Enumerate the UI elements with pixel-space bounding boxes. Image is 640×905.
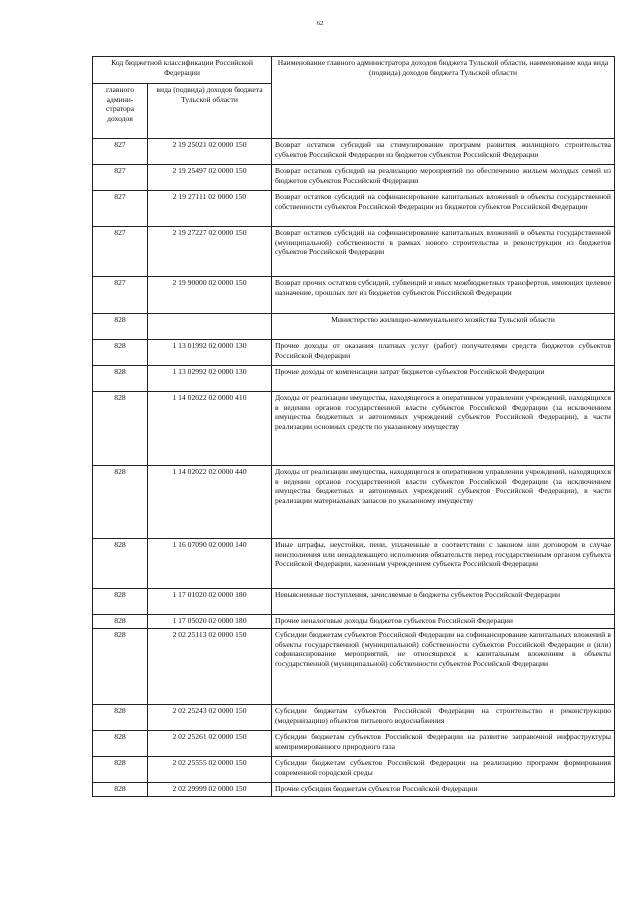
admin-code-cell: 827 xyxy=(93,191,148,227)
table-row xyxy=(93,783,615,797)
header-income-kind-code: вида (подвида) доходов бюджета Тульской области xyxy=(148,84,272,139)
income-code-cell: 1 14 02022 02 0000 440 xyxy=(148,466,272,539)
income-code-cell: 2 02 25243 02 0000 150 xyxy=(148,705,272,731)
table-row xyxy=(93,466,615,539)
income-name-cell: Возврат остатков субсидий на стимулирование программ развития жилищного строительства субъектов Российской Федерации из бюджетов субъектов Российской Федерации xyxy=(272,139,615,165)
page-number: 62 xyxy=(316,20,324,27)
table-row xyxy=(93,191,615,227)
table-header-row xyxy=(93,57,615,84)
income-code-cell: 1 17 05020 02 0000 180 xyxy=(148,615,272,629)
income-name-cell: Возврат остатков субсидий на софинансирование капитальных вложений в объекты государственной собственности субъектов Российской Федерации из бюджетов субъектов Российской Федерации xyxy=(272,191,615,227)
admin-code-cell: 828 xyxy=(93,392,148,466)
income-name-cell: Субсидии бюджетам субъектов Российской Федерации на развитие заправочной инфраструктуры компримированного природного газа xyxy=(272,731,615,757)
income-name-cell: Министерство жилищно-коммунального хозяйства Тульской области xyxy=(272,314,615,340)
income-code-cell: 2 19 90000 02 0000 150 xyxy=(148,277,272,314)
admin-code-cell: 828 xyxy=(93,539,148,589)
income-name-cell: Доходы от реализации имущества, находящегося в оперативном управлении учреждений, находящихся в ведении органов государственной власти субъектов Российской Федерации (за исключением имущества бюджетных и автономных учреждений субъектов Российской Федерации), в части реализации материальных запасов по указанному имуществу xyxy=(272,466,615,539)
header-classification-code: Код бюджетной классификации Российской Федерации xyxy=(93,57,272,84)
table-row xyxy=(93,757,615,783)
admin-code-cell: 827 xyxy=(93,165,148,191)
income-code-cell: 1 16 07090 02 0000 140 xyxy=(148,539,272,589)
income-name-cell: Субсидии бюджетам субъектов Российской Федерации на реализацию программ формирования современной городской среды xyxy=(272,757,615,783)
header-admin-code: главного админи-стратора доходов xyxy=(93,84,148,139)
budget-codes-table xyxy=(92,56,615,797)
admin-code-cell: 828 xyxy=(93,783,148,797)
income-code-cell: 2 02 25113 02 0000 150 xyxy=(148,629,272,705)
income-name-cell: Прочие доходы от оказания платных услуг (работ) получателями средств бюджетов субъектов Российской Федерации xyxy=(272,340,615,366)
table-body xyxy=(93,139,615,797)
admin-code-cell: 828 xyxy=(93,731,148,757)
admin-code-cell: 827 xyxy=(93,227,148,277)
admin-code-cell: 828 xyxy=(93,466,148,539)
table-row xyxy=(93,314,615,340)
admin-code-cell: 828 xyxy=(93,314,148,340)
income-name-cell: Возврат остатков субсидий на реализацию мероприятий по обеспечению жильем молодых семей из бюджетов субъектов Российской Федерации xyxy=(272,165,615,191)
income-name-cell: Субсидии бюджетам субъектов Российской Федерации на строительство и реконструкцию (модернизацию) объектов питьевого водоснабжения xyxy=(272,705,615,731)
income-name-cell: Возврат прочих остатков субсидий, субвенций и иных межбюджетных трансфертов, имеющих целевое назначение, прошлых лет из бюджетов субъектов Российской Федерации xyxy=(272,277,615,314)
table-row xyxy=(93,731,615,757)
income-code-cell: 2 19 27227 02 0000 150 xyxy=(148,227,272,277)
table-row xyxy=(93,392,615,466)
income-code-cell: 2 19 27111 02 0000 150 xyxy=(148,191,272,227)
table-row xyxy=(93,629,615,705)
header-name: Наименование главного администратора доходов бюджета Тульской области, наименование кода вида (подвида) доходов бюджета Тульской области xyxy=(272,57,615,139)
admin-code-cell: 828 xyxy=(93,757,148,783)
table-row xyxy=(93,539,615,589)
income-name-cell: Доходы от реализации имущества, находящегося в оперативном управлении учреждений, находящихся в ведении органов государственной власти субъектов Российской Федерации (за исключением имущества бюджетных и автономных учреждений субъектов Российской Федерации), в части реализации основных средств по указанному имуществу xyxy=(272,392,615,466)
admin-code-cell: 828 xyxy=(93,705,148,731)
income-code-cell: 2 02 25555 02 0000 150 xyxy=(148,757,272,783)
income-code-cell xyxy=(148,314,272,340)
table-row xyxy=(93,340,615,366)
income-name-cell: Прочие доходы от компенсации затрат бюджетов субъектов Российской Федерации xyxy=(272,366,615,392)
income-name-cell: Иные штрафы, неустойки, пени, уплаченные в соответствии с законом или договором в случае неисполнения или ненадлежащего исполнения обязательств перед государственным органом субъекта Российской Федерации, казенным учреждением субъекта Российской Федерации xyxy=(272,539,615,589)
table-row xyxy=(93,615,615,629)
income-code-cell: 2 02 29999 02 0000 150 xyxy=(148,783,272,797)
admin-code-cell: 828 xyxy=(93,629,148,705)
admin-code-cell: 828 xyxy=(93,615,148,629)
admin-code-cell: 828 xyxy=(93,366,148,392)
admin-code-cell: 828 xyxy=(93,589,148,615)
table-row xyxy=(93,139,615,165)
income-code-cell: 1 13 02992 02 0000 130 xyxy=(148,366,272,392)
admin-code-cell: 828 xyxy=(93,340,148,366)
table-row xyxy=(93,366,615,392)
table-row xyxy=(93,165,615,191)
income-name-cell: Прочие неналоговые доходы бюджетов субъектов Российской Федерации xyxy=(272,615,615,629)
table-row xyxy=(93,705,615,731)
income-name-cell: Возврат остатков субсидий на софинансирование капитальных вложений в объекты государственной (муниципальной) собственности в рамках нового строительства и реконструкции из бюджетов субъектов Российской Федерации xyxy=(272,227,615,277)
admin-code-cell: 827 xyxy=(93,139,148,165)
income-code-cell: 1 14 02022 02 0000 410 xyxy=(148,392,272,466)
income-code-cell: 1 13 01992 02 0000 130 xyxy=(148,340,272,366)
income-name-cell: Невыясненные поступления, зачисляемые в бюджеты субъектов Российской Федерации xyxy=(272,589,615,615)
income-name-cell: Субсидии бюджетам субъектов Российской Федерации на софинансирование капитальных вложений в объекты государственной (муниципальной) собственности субъектов Российской Федерации и (или) софинансирование мероприятий, не относящихся к капитальным вложениям в объекты государственной (муниципальной) собственности субъектов Российской Федерации xyxy=(272,629,615,705)
income-name-cell: Прочие субсидии бюджетам субъектов Российской Федерации xyxy=(272,783,615,797)
admin-code-cell: 827 xyxy=(93,277,148,314)
table-row xyxy=(93,227,615,277)
income-code-cell: 2 02 25261 02 0000 150 xyxy=(148,731,272,757)
table-row xyxy=(93,277,615,314)
income-code-cell: 2 19 25497 02 0000 150 xyxy=(148,165,272,191)
income-code-cell: 2 19 25021 02 0000 150 xyxy=(148,139,272,165)
table-row xyxy=(93,589,615,615)
income-code-cell: 1 17 01020 02 0000 180 xyxy=(148,589,272,615)
